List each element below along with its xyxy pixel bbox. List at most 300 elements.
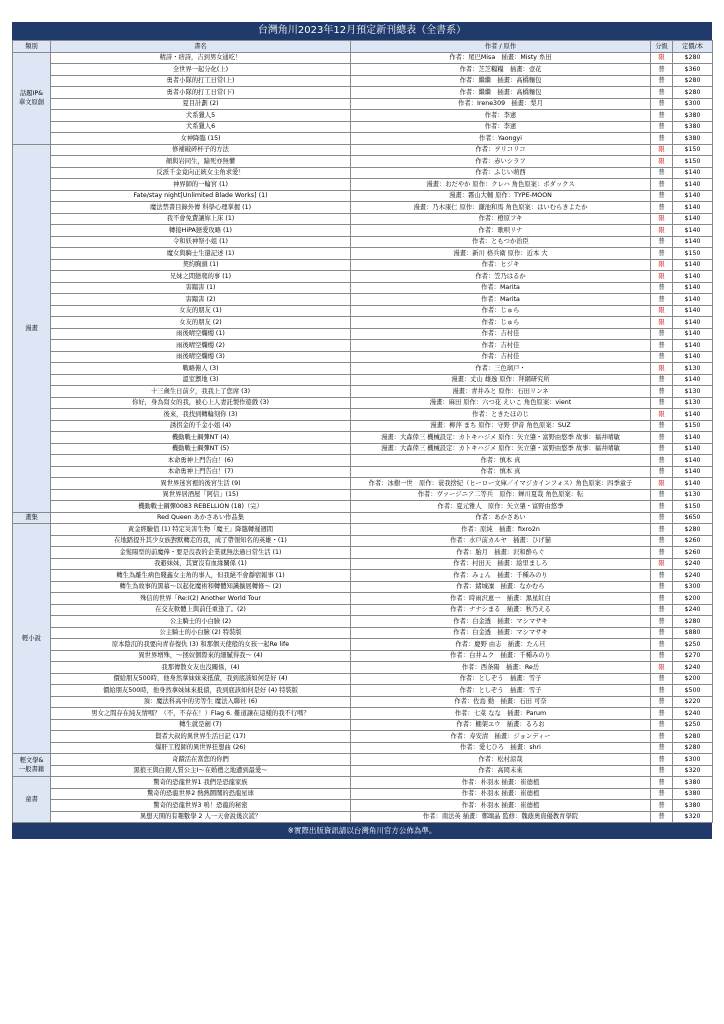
rating-cell: 普: [651, 512, 673, 524]
title-cell: 轉生為故事的黑幕～以起化魔術和轉體知識擴展轉條～ (2): [51, 581, 351, 593]
price-cell: $300: [673, 581, 713, 593]
rating-cell: 普: [651, 570, 673, 582]
price-cell: $140: [673, 340, 713, 352]
rating-cell: 普: [651, 420, 673, 432]
title-cell: 你好，身為寫女的我，被心上人妻託製作遊戲 (3): [51, 397, 351, 409]
price-cell: $240: [673, 558, 713, 570]
rating-cell: 普: [651, 110, 673, 122]
author-cell: 作者：歌唄リナ: [351, 225, 651, 237]
rating-cell: 普: [651, 133, 673, 145]
table-row: [13, 190, 713, 202]
rating-cell: 限: [651, 409, 673, 421]
author-cell: 漫畫：霧山大輔 原作：TYPE-MOON: [351, 190, 651, 202]
author-cell: 作者：ナナシまる 插畫：秋乃える: [351, 604, 651, 616]
author-cell: 作者：南法英 插畫：鄭頌晶 監修：魏蔭奧資優教育學院: [351, 811, 651, 823]
rating-cell: 限: [651, 156, 673, 168]
title-cell: 男女之間存在純友情嗎？（不，不存在！）Flag 6. 難道讓在這樣的我不行嗎？: [51, 708, 351, 720]
rating-cell: 普: [651, 190, 673, 202]
title-cell: 修補破碎杯子的方法: [51, 144, 351, 156]
title-cell: 轉接HiPA戀愛攻略 (1): [51, 225, 351, 237]
table-row: [13, 248, 713, 260]
author-cell: 作者：村田天 插畫：絵里ましろ: [351, 558, 651, 570]
table-row: [13, 305, 713, 317]
table-row: [13, 328, 713, 340]
price-cell: $220: [673, 696, 713, 708]
rating-cell: 限: [651, 225, 673, 237]
title-cell: 機動戰士鋼彈NT (4): [51, 432, 351, 444]
rating-cell: 普: [651, 248, 673, 260]
price-cell: $130: [673, 363, 713, 375]
author-cell: 漫畫：柳萍 まち 原作：守野 伊音 角色原案：SUZ: [351, 420, 651, 432]
author-cell: 作者：白金透 插畫：マシマサキ: [351, 627, 651, 639]
rating-cell: 普: [651, 742, 673, 754]
rating-cell: 限: [651, 213, 673, 225]
table-row: [13, 156, 713, 168]
table-row: [13, 374, 713, 386]
author-cell: 作者：笠乃はるか: [351, 271, 651, 283]
author-cell: 作者：慶野 由志 插畫：たん旦: [351, 639, 651, 651]
author-cell: 作者：寿安清 插畫：ジョンディー: [351, 731, 651, 743]
price-cell: $280: [673, 524, 713, 536]
price-cell: $140: [673, 294, 713, 306]
table-row: [13, 397, 713, 409]
price-cell: $140: [673, 259, 713, 271]
catalog-sheet: [12, 22, 712, 839]
table-row: [13, 386, 713, 398]
rating-cell: 普: [651, 87, 673, 99]
table-row: [13, 512, 713, 524]
price-cell: $140: [673, 225, 713, 237]
title-cell: 金髮陽型的前魔俸・要是沒我的企業就無法過日常生活 (1): [51, 547, 351, 559]
rating-cell: 限: [651, 317, 673, 329]
author-cell: 作者：ともつか治臣: [351, 236, 651, 248]
price-cell: $140: [673, 317, 713, 329]
table-row: [13, 604, 713, 616]
author-cell: 作者：白井ムク 插畫：千種みのり: [351, 650, 651, 662]
rating-cell: 普: [651, 593, 673, 605]
rating-cell: 普: [651, 489, 673, 501]
rating-cell: 普: [651, 547, 673, 559]
title-cell: 魔女與騎士生還記述 (1): [51, 248, 351, 260]
header-title: 書名: [51, 41, 351, 53]
author-cell: 作者：胎月 插畫：沢和酔らぐ: [351, 547, 651, 559]
price-cell: $320: [673, 765, 713, 777]
author-cell: 作者：吉村佳: [351, 340, 651, 352]
page-title: 台灣角川2023年12月預定新刊總表（全書系）: [12, 22, 712, 40]
title-cell: 令和妖神祭小姐 (1): [51, 236, 351, 248]
title-cell: 賢者大叔的異世界生活日記 (17): [51, 731, 351, 743]
table-row: [13, 811, 713, 823]
author-cell: 作者：朴羽永 插畫：崔德植: [351, 788, 651, 800]
author-cell: 漫畫：丈山 雄逸 原作：拜網研究所: [351, 374, 651, 386]
rating-cell: 普: [651, 788, 673, 800]
author-cell: 作者：七菜 なな 插畫：Parum: [351, 708, 651, 720]
title-cell: 顏與岩同生，踰死亦無懼: [51, 156, 351, 168]
table-row: [13, 731, 713, 743]
rating-cell: 限: [651, 363, 673, 375]
author-cell: 作者：Marita: [351, 294, 651, 306]
rating-cell: 普: [651, 811, 673, 823]
title-cell: 雨後晴空爛燭 (1): [51, 328, 351, 340]
table-row: [13, 121, 713, 133]
title-cell: 在交友軟體上與前任重逢了。(2): [51, 604, 351, 616]
price-cell: $140: [673, 409, 713, 421]
author-cell: 漫畫：大森倖三 機械設定：カトキハジメ 原作：矢立肇・富野由悠季 故事：福井晴敏: [351, 443, 651, 455]
title-cell: 機動戰士鋼彈NT (5): [51, 443, 351, 455]
author-cell: 作者：李憲: [351, 121, 651, 133]
rating-cell: 普: [651, 696, 673, 708]
rating-cell: 限: [651, 558, 673, 570]
rating-cell: 普: [651, 397, 673, 409]
title-cell: 戰略俯人 (3): [51, 363, 351, 375]
table-row: [13, 236, 713, 248]
price-cell: $280: [673, 75, 713, 87]
title-cell: 勇者小隊的打工日常(下): [51, 87, 351, 99]
table-row: [13, 501, 713, 513]
table-row: [13, 466, 713, 478]
rating-cell: 普: [651, 616, 673, 628]
rating-cell: 限: [651, 305, 673, 317]
author-cell: 作者：橙原フキ: [351, 213, 651, 225]
rating-cell: 限: [651, 662, 673, 674]
price-cell: $140: [673, 466, 713, 478]
header-category: 類別: [13, 41, 51, 53]
title-cell: 在地踏提升其少女族對默轉走的我，成了帶領知名的英雄・(1): [51, 535, 351, 547]
table-row: [13, 719, 713, 731]
author-cell: 漫畫：乃木康仁 原作：鎌池和馬 角色原案：はいむらきよたか: [351, 202, 651, 214]
price-cell: $240: [673, 662, 713, 674]
rating-cell: 普: [651, 754, 673, 766]
author-cell: 作者：繼繼 插畫：高橋麵包: [351, 75, 651, 87]
title-cell: 奇蹟活在當您的你們: [51, 754, 351, 766]
price-cell: $140: [673, 432, 713, 444]
rating-cell: 限: [651, 52, 673, 64]
category-cell: 畫集: [13, 512, 51, 524]
table-row: [13, 271, 713, 283]
table-row: [13, 581, 713, 593]
rating-cell: 普: [651, 294, 673, 306]
price-cell: $250: [673, 639, 713, 651]
price-cell: $380: [673, 133, 713, 145]
table-row: [13, 443, 713, 455]
catalog-table: [12, 40, 713, 823]
title-cell: 魔法禁書目錄外傳 科學心理掌握 (1): [51, 202, 351, 214]
author-cell: 作者：Irene309 插畫：梨月: [351, 98, 651, 110]
table-row: [13, 696, 713, 708]
title-cell: 勇者小隊的打工日常(上): [51, 75, 351, 87]
table-row: [13, 98, 713, 110]
title-cell: 我避妹妹，其實沒有血緣關係 (1): [51, 558, 351, 570]
category-cell: 輕文學& 一般書籍: [13, 754, 51, 777]
author-cell: 作者：あかさあい: [351, 512, 651, 524]
table-row: [13, 52, 713, 64]
price-cell: $140: [673, 190, 713, 202]
price-cell: $380: [673, 121, 713, 133]
title-cell: 轉生為離生病色賤鑫女主角的事人，但我絕不會靜宿報事 (1): [51, 570, 351, 582]
rating-cell: 普: [651, 351, 673, 363]
rating-cell: 普: [651, 98, 673, 110]
author-cell: 作者：としぞう 插畫：雪子: [351, 685, 651, 697]
header-rating: 分級: [651, 41, 673, 53]
table-row: [13, 144, 713, 156]
rating-cell: 普: [651, 455, 673, 467]
title-cell: 女神降臨 (15): [51, 133, 351, 145]
author-cell: 作者：尾巴Misa 插畫：Misty 糸田: [351, 52, 651, 64]
price-cell: $140: [673, 328, 713, 340]
rating-cell: 普: [651, 202, 673, 214]
category-cell: 漫畫: [13, 144, 51, 512]
table-row: [13, 708, 713, 720]
table-row: [13, 535, 713, 547]
price-cell: $300: [673, 754, 713, 766]
title-cell: 黑狼王與白銀人質公主Ⅰ～在婚禮之地遭到最愛～: [51, 765, 351, 777]
title-cell: 本命勇神上門告白！(7): [51, 466, 351, 478]
table-row: [13, 455, 713, 467]
title-cell: 異世界增殊，～拯奴個際來的細膩得我～ (4): [51, 650, 351, 662]
table-row: [13, 340, 713, 352]
title-cell: 黃金經驗值 (1) 特定災害生物「魔王」降臨轉遲週間: [51, 524, 351, 536]
title-cell: 原本陰沉的我要向青春復仇 (3) 和那個天使般的女孩一起Re life: [51, 639, 351, 651]
rating-cell: 限: [651, 271, 673, 283]
table-row: [13, 777, 713, 789]
title-cell: 誘拐金的千金小姐 (4): [51, 420, 351, 432]
table-row: [13, 133, 713, 145]
title-cell: 夏目計劃 (2): [51, 98, 351, 110]
price-cell: $150: [673, 144, 713, 156]
price-cell: $300: [673, 98, 713, 110]
table-row: [13, 524, 713, 536]
author-cell: 作者：慎本 真: [351, 466, 651, 478]
rating-cell: 限: [651, 144, 673, 156]
price-cell: $280: [673, 731, 713, 743]
price-cell: $140: [673, 351, 713, 363]
rating-cell: 普: [651, 179, 673, 191]
title-cell: 溫室禦地 (3): [51, 374, 351, 386]
price-cell: $280: [673, 52, 713, 64]
price-cell: $280: [673, 616, 713, 628]
author-cell: 作者：西条陽 插畫：Re岳: [351, 662, 651, 674]
author-cell: 作者：Marita: [351, 282, 651, 294]
title-cell: 公主騎士的小白臉 (2) 特裝版: [51, 627, 351, 639]
author-cell: 作者：原純 插畫：fixro2n: [351, 524, 651, 536]
price-cell: $380: [673, 788, 713, 800]
table-row: [13, 225, 713, 237]
title-cell: Fate/stay night[Unlimited Blade Works] (1): [51, 190, 351, 202]
title-cell: 犬系獵人6: [51, 121, 351, 133]
title-cell: 公主騎士的小白臉 (2): [51, 616, 351, 628]
author-cell: 作者：じゅら: [351, 305, 651, 317]
price-cell: $360: [673, 64, 713, 76]
title-cell: Red Queen あかさあい作品集: [51, 512, 351, 524]
table-row: [13, 409, 713, 421]
author-cell: 作者：慎本 真: [351, 455, 651, 467]
author-cell: 作者：赤いシラフ: [351, 156, 651, 168]
table-row: [13, 420, 713, 432]
rating-cell: 普: [651, 604, 673, 616]
rating-cell: 普: [651, 731, 673, 743]
table-row: [13, 213, 713, 225]
author-cell: 漫畫：おだやか 原作：クレハ 角色原案：ボダックス: [351, 179, 651, 191]
header-row: [13, 41, 713, 53]
price-cell: $140: [673, 374, 713, 386]
rating-cell: 普: [651, 282, 673, 294]
rating-cell: 普: [651, 708, 673, 720]
title-cell: 雨後晴空爛燭 (3): [51, 351, 351, 363]
price-cell: $140: [673, 179, 713, 191]
rating-cell: 限: [651, 259, 673, 271]
author-cell: 作者：棚架ユウ 插畫：るろお: [351, 719, 651, 731]
price-cell: $130: [673, 386, 713, 398]
rating-cell: 普: [651, 121, 673, 133]
author-cell: 作者：冰樹一世 原作：蓑我捨紀（ヒーロー文庫／イマジカインフォス）角色原案：四季童子: [351, 478, 651, 490]
price-cell: $320: [673, 811, 713, 823]
author-cell: 漫畫：新川 格兵衛 原作：近本 大: [351, 248, 651, 260]
rating-cell: 限: [651, 478, 673, 490]
table-row: [13, 363, 713, 375]
author-cell: 漫畫：大森倖三 機械設定：カトキハジメ 原作：矢立肇・富野由悠季 故事：福井晴敏: [351, 432, 651, 444]
price-cell: $200: [673, 673, 713, 685]
title-cell: 我不會免費讓妳上床 (1): [51, 213, 351, 225]
title-cell: 爆肝工程師的異世界狂想曲 (26): [51, 742, 351, 754]
title-cell: 女友的朋友 (1): [51, 305, 351, 317]
price-cell: $250: [673, 719, 713, 731]
table-row: [13, 800, 713, 812]
price-cell: $500: [673, 685, 713, 697]
title-cell: 契約胸頭 (1): [51, 259, 351, 271]
rating-cell: 普: [651, 328, 673, 340]
rating-cell: 普: [651, 466, 673, 478]
title-cell: 雨後晴空爛燭 (2): [51, 340, 351, 352]
table-row: [13, 478, 713, 490]
price-cell: $140: [673, 478, 713, 490]
price-cell: $140: [673, 236, 713, 248]
rating-cell: 普: [651, 75, 673, 87]
title-cell: 害蹋害 (1): [51, 282, 351, 294]
title-cell: 反派千金竟向正統女主角求愛！: [51, 167, 351, 179]
table-row: [13, 742, 713, 754]
category-cell: 輕小說: [13, 524, 51, 754]
table-row: [13, 282, 713, 294]
title-cell: 驚奇的恐龍世界2 熱熱鬧鬧的恐龍星球: [51, 788, 351, 800]
price-cell: $140: [673, 167, 713, 179]
title-cell: 本命勇神上門告白！(6): [51, 455, 351, 467]
rating-cell: 普: [651, 800, 673, 812]
title-cell: 精詩・痞詩，吉到男女通吃！: [51, 52, 351, 64]
author-cell: 漫畫：青井みと 原作：石田リンネ: [351, 386, 651, 398]
author-cell: 作者：繼繼 插畫：高橋麵包: [351, 87, 651, 99]
title-cell: 十三歲生日前夕，我我上了您席 (3): [51, 386, 351, 398]
rating-cell: 普: [651, 535, 673, 547]
rating-cell: 普: [651, 627, 673, 639]
table-row: [13, 754, 713, 766]
title-cell: 頂：魔法科高中的劣等生 魔法入聯社 (6): [51, 696, 351, 708]
price-cell: $260: [673, 535, 713, 547]
rating-cell: 普: [651, 443, 673, 455]
rating-cell: 普: [651, 386, 673, 398]
author-cell: 作者：ときたほのじ: [351, 409, 651, 421]
rating-cell: 普: [651, 340, 673, 352]
price-cell: $130: [673, 397, 713, 409]
title-cell: 異世界迷宮裡的後宮生活 (9): [51, 478, 351, 490]
title-cell: 轉生就是劍 (7): [51, 719, 351, 731]
title-cell: 兄妹之間戀爬的事 (1): [51, 271, 351, 283]
table-row: [13, 317, 713, 329]
author-cell: 作者：ヒジキ: [351, 259, 651, 271]
table-row: [13, 593, 713, 605]
author-cell: 作者：Yaongyi: [351, 133, 651, 145]
rating-cell: 普: [651, 777, 673, 789]
author-cell: 作者：松村涼哉: [351, 754, 651, 766]
price-cell: $140: [673, 282, 713, 294]
table-row: [13, 432, 713, 444]
author-cell: 作者：李憲: [351, 110, 651, 122]
price-cell: $140: [673, 213, 713, 225]
author-cell: 作者：朴羽永 插畫：崔德植: [351, 800, 651, 812]
author-cell: 作者：みょん 插畫：千種みのり: [351, 570, 651, 582]
table-row: [13, 64, 713, 76]
table-row: [13, 259, 713, 271]
rating-cell: 普: [651, 685, 673, 697]
price-cell: $240: [673, 604, 713, 616]
footer-note: ※實際出版資訊請以台灣角川官方公佈為準。: [12, 823, 712, 839]
price-cell: $380: [673, 110, 713, 122]
catalog-rows: [13, 52, 713, 823]
author-cell: 作者：ヴァージニア二等兵 原作：蝉川夏哉 角色原案：転: [351, 489, 651, 501]
table-row: [13, 558, 713, 570]
author-cell: 作者：緒城凜 插畫：なかむら: [351, 581, 651, 593]
header-price: 定價/本: [673, 41, 713, 53]
author-cell: 漫畫：麻田 原作：六つ花 えいこ 角色原案：vient: [351, 397, 651, 409]
rating-cell: 普: [651, 501, 673, 513]
price-cell: $880: [673, 627, 713, 639]
author-cell: 作者：吉村佳: [351, 351, 651, 363]
title-cell: 驚奇的恐龍世界3 嗚！恐龍的秘密: [51, 800, 351, 812]
table-row: [13, 167, 713, 179]
author-cell: 作者：愛七ひろ 插畫：shri: [351, 742, 651, 754]
rating-cell: 普: [651, 236, 673, 248]
author-cell: 作者：時雨沢恵一 插畫：黒星紅白: [351, 593, 651, 605]
table-row: [13, 547, 713, 559]
title-cell: 異世界居酒屋「阿信」(15): [51, 489, 351, 501]
rating-cell: 普: [651, 64, 673, 76]
rating-cell: 普: [651, 765, 673, 777]
author-cell: 作者：芝芝糧糧 插畫：壹花: [351, 64, 651, 76]
price-cell: $140: [673, 455, 713, 467]
rating-cell: 普: [651, 374, 673, 386]
price-cell: $140: [673, 443, 713, 455]
price-cell: $200: [673, 593, 713, 605]
rating-cell: 普: [651, 650, 673, 662]
price-cell: $150: [673, 420, 713, 432]
title-cell: 我那傳散女友也沒關係，(4): [51, 662, 351, 674]
author-cell: 作者：ヲリコリコ: [351, 144, 651, 156]
table-row: [13, 627, 713, 639]
price-cell: $140: [673, 271, 713, 283]
title-cell: 全世界一起分化(上): [51, 64, 351, 76]
table-row: [13, 685, 713, 697]
category-cell: 童書: [13, 777, 51, 823]
price-cell: $150: [673, 156, 713, 168]
rating-cell: 普: [651, 581, 673, 593]
table-row: [13, 351, 713, 363]
price-cell: $140: [673, 202, 713, 214]
rating-cell: 普: [651, 719, 673, 731]
price-cell: $280: [673, 87, 713, 99]
price-cell: $280: [673, 742, 713, 754]
table-row: [13, 662, 713, 674]
title-cell: 機動戰士鋼彈0083 REBELLION (18)（完）: [51, 501, 351, 513]
author-cell: 作者：三色璃戸・: [351, 363, 651, 375]
